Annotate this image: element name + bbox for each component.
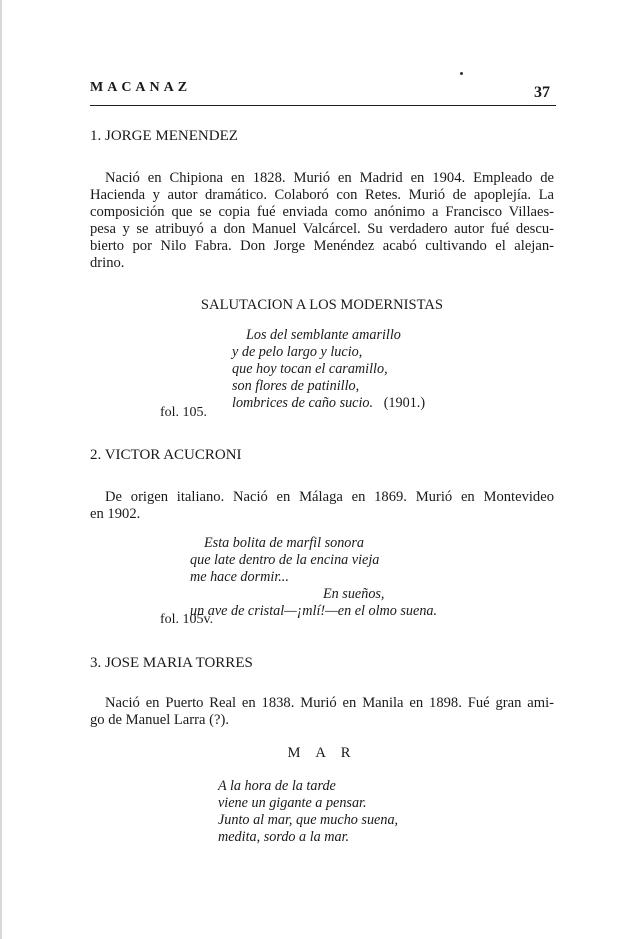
- poem-date: (1901.): [383, 395, 426, 411]
- bio-line: Nació en Puerto Real en 1838. Murió en Manila en 1898. Fué gran ami-: [105, 695, 554, 711]
- verse-line: que hoy tocan el caramillo,: [232, 361, 388, 377]
- poem-verses-salutacion: [232, 327, 425, 412]
- verse-line: A la hora de la tarde: [218, 778, 336, 794]
- folio-reference: fol. 105v.: [160, 612, 214, 627]
- running-head: MACANAZ: [90, 80, 192, 95]
- verse-line: son flores de patinillo,: [232, 378, 360, 394]
- page-number: 37: [534, 84, 550, 101]
- bio-line: composición que se copia fué enviada como anónimo a Francisco Villaes-: [90, 204, 554, 220]
- verse-line: y de pelo largo y lucio,: [232, 344, 363, 360]
- header-rule: [90, 105, 556, 106]
- verse-line: [232, 395, 425, 412]
- verse-line: Junto al mar, que mucho suena,: [218, 812, 399, 828]
- folio-reference: fol. 105.: [160, 405, 208, 420]
- verse-line: me hace dormir...: [190, 569, 289, 585]
- bio-line: go de Manuel Larra (?).: [90, 712, 229, 728]
- print-speck: [460, 72, 463, 75]
- bio-paragraph-victor-acucroni: [90, 489, 554, 523]
- bio-line: en 1902.: [90, 506, 141, 522]
- verse-line: que late dentro de la encina vieja: [190, 552, 380, 568]
- bio-line: drino.: [90, 255, 125, 271]
- poem-title-mar: M A R: [287, 745, 357, 761]
- poem-title-salutacion: SALUTACION A LOS MODERNISTAS: [200, 297, 444, 313]
- verse-line: medita, sordo a la mar.: [218, 829, 350, 845]
- verse-line: Los del semblante amarillo: [246, 327, 401, 343]
- bio-paragraph-jorge-menendez: [90, 170, 554, 272]
- verse-line: Esta bolita de marfil sonora: [204, 535, 365, 551]
- page-edge-shadow: [0, 0, 2, 939]
- verse-text: lombrices de caño sucio.: [232, 395, 374, 411]
- bio-line: Hacienda y autor dramático. Colaboró con Retes. Murió de apoplejía. La: [90, 187, 554, 203]
- section-heading-jorge-menendez: 1. JORGE MENENDEZ: [90, 128, 238, 144]
- bio-paragraph-jose-maria-torres: [90, 695, 554, 729]
- poem-verses-acucroni: [190, 535, 437, 620]
- bio-line: pesa y se atribuyó a don Manuel Valcárcel. Su verdadero autor fué descu-: [90, 221, 554, 237]
- section-heading-victor-acucroni: 2. VICTOR ACUCRONI: [90, 447, 242, 463]
- bio-line: bierto por Nilo Fabra. Don Jorge Menéndez acabó cultivando el alejan-: [90, 238, 554, 254]
- section-heading-jose-maria-torres: 3. JOSE MARIA TORRES: [90, 655, 253, 671]
- bio-line: Nació en Chipiona en 1828. Murió en Madrid en 1904. Empleado de: [105, 170, 554, 186]
- poem-verses-mar: [218, 778, 398, 846]
- verse-line: un ave de cristal—¡mlí!—en el olmo suena.: [190, 603, 438, 619]
- verse-line: viene un gigante a pensar.: [218, 795, 367, 811]
- bio-line: De origen italiano. Nació en Málaga en 1869. Murió en Montevideo: [105, 489, 554, 505]
- verse-line: En sueños,: [323, 586, 385, 602]
